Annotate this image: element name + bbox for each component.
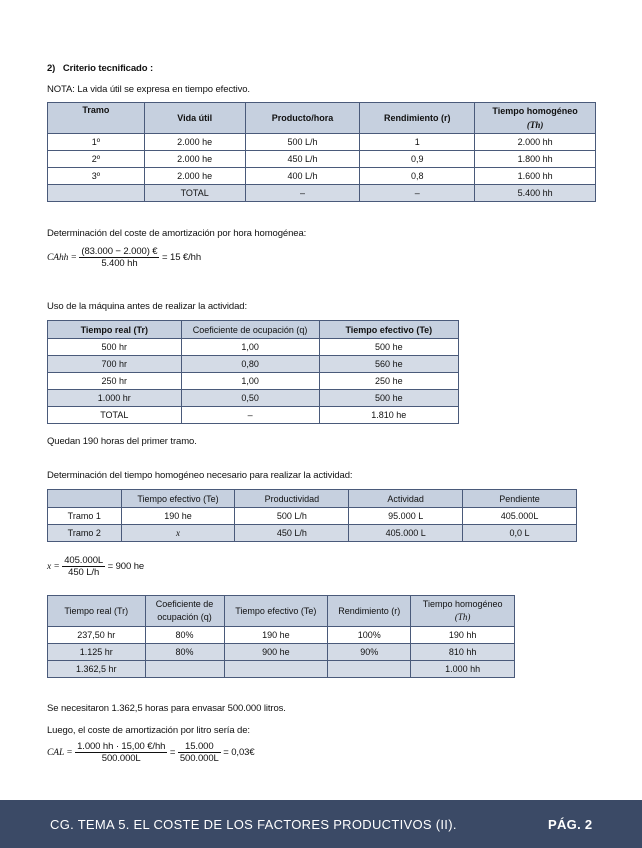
text-then: Luego, el coste de amortización por litro sería de: [47,725,250,736]
footer-title: CG. TEMA 5. EL COSTE DE LOS FACTORES PRODUCTIVOS (II). [50,817,457,832]
th-tiempo-efectivo: Tiempo efectivo (Te) [224,596,328,627]
table-row-total [48,185,596,202]
note: NOTA: La vida útil se expresa en tiempo efectivo. [47,84,250,95]
formula-cal [47,741,255,764]
table-row [48,168,596,185]
cell: – [245,185,360,202]
th-tiempo-real: Tiempo real (Tr) [48,321,182,339]
cell: 0,80 [181,356,319,373]
table-row [48,134,596,151]
cell: 560 he [319,356,458,373]
cell: 500 L/h [245,134,360,151]
cell: 190 he [224,627,328,644]
cell: 500 L/h [235,508,349,525]
cell [48,185,145,202]
th-tiempo-homogeneo-line2: (Th) [454,612,471,622]
cell: 80% [145,627,224,644]
formula-denominator: 500.000L [179,753,219,764]
cell: 80% [145,644,224,661]
cell: 500 he [319,339,458,356]
formula-numerator: 405.000L [64,555,104,566]
table-tiempos [47,595,515,678]
formula-rhs: = 900 he [107,561,145,573]
formula-lhs: x = [47,562,60,573]
cell: 1,00 [181,339,319,356]
formula-equals: = [169,747,176,759]
cell: Tramo 2 [48,525,122,542]
th-coeficiente-line1: Coeficiente de [155,599,214,609]
table-row [48,339,459,356]
cell: 2.000 he [144,134,245,151]
cell: 237,50 hr [48,627,146,644]
cell: 1.125 hr [48,644,146,661]
cell: 0,8 [360,168,475,185]
text-remaining: Quedan 190 horas del primer tramo. [47,436,197,447]
text-homog: Determinación del tiempo homogéneo necesario para realizar la actividad: [47,470,353,481]
formula-fraction-2 [178,741,221,764]
table-row [48,508,577,525]
cell: 1.000 hh [411,661,515,678]
table-row [48,373,459,390]
cell: 3º [48,168,145,185]
formula-denominator: 450 L/h [68,567,100,578]
cell: 500 hr [48,339,182,356]
table-uso-maquina [47,320,459,424]
cell: 1º [48,134,145,151]
table-tramos [47,102,596,202]
cell: 405.000 L [349,525,463,542]
text-use: Uso de la máquina antes de realizar la actividad: [47,301,247,312]
formula-numerator: (83.000 − 2.000) € [81,246,158,257]
formula-denominator: 5.400 hh [101,258,138,269]
cell: 400 L/h [245,168,360,185]
formula-fraction [79,246,159,269]
cell: 1.810 he [319,407,458,424]
th-tiempo-homogeneo-line2: (Th) [526,120,544,130]
table-row [48,356,459,373]
cell: 95.000 L [349,508,463,525]
cell: 2.000 he [144,168,245,185]
cell: TOTAL [144,185,245,202]
th-coeficiente [145,596,224,627]
cell: 190 he [121,508,235,525]
th-tiempo-efectivo: Tiempo efectivo (Te) [121,490,235,508]
th-tiempo-homogeneo [411,596,515,627]
cell: 1.362,5 hr [48,661,146,678]
cell [145,661,224,678]
table-row-total [48,661,515,678]
formula-lhs: CAhh = [47,253,77,264]
table-row [48,390,459,407]
cell: 1.800 hh [475,151,596,168]
formula-rhs: = 15 €/hh [162,252,202,264]
text-cost-det: Determinación del coste de amortización por hora homogénea: [47,228,307,239]
cell: 1.600 hh [475,168,596,185]
cell: 1,00 [181,373,319,390]
cell [224,661,328,678]
section-heading [47,63,153,74]
formula-fraction-1 [75,741,167,764]
cell: 190 hh [411,627,515,644]
table-row-total [48,407,459,424]
cell: 700 hr [48,356,182,373]
cell: 450 L/h [235,525,349,542]
th-tiempo-homogeneo-line1: Tiempo homogéneo [422,599,503,609]
section-title: Criterio tecnificado : [62,63,154,74]
formula-numerator: 1.000 hh · 15,00 €/hh [77,741,166,752]
th-tramo: Tramo [48,103,145,134]
th-coeficiente-line2: ocupación (q) [157,612,212,622]
th-rendimiento: Rendimiento (r) [328,596,411,627]
table-row [48,151,596,168]
th-actividad: Actividad [349,490,463,508]
cell: 100% [328,627,411,644]
th-productividad: Productividad [235,490,349,508]
formula-rhs: = 0,03€ [223,747,255,759]
formula-denominator: 500.000L [101,753,141,764]
cell: 405.000L [463,508,577,525]
section-number: 2) [47,63,56,74]
formula-cahh [47,246,201,269]
cell: 90% [328,644,411,661]
cell: 500 he [319,390,458,407]
th-vida-util: Vida útil [144,103,245,134]
th-empty [48,490,122,508]
th-coeficiente: Coeficiente de ocupación (q) [181,321,319,339]
cell: 450 L/h [245,151,360,168]
cell: 5.400 hh [475,185,596,202]
cell: 1 [360,134,475,151]
formula-lhs: CAL = [47,748,73,759]
formula-numerator: 15.000 [178,741,221,753]
th-tiempo-real: Tiempo real (Tr) [48,596,146,627]
page-number: PÁG. 2 [548,817,593,832]
cell: 0,50 [181,390,319,407]
cell: – [360,185,475,202]
cell: 250 he [319,373,458,390]
th-tiempo-homogeneo [475,103,596,134]
cell: 2.000 hh [475,134,596,151]
table-row [48,627,515,644]
cell: 2.000 he [144,151,245,168]
cell: 810 hh [411,644,515,661]
cell: x [121,525,235,542]
cell: 1.000 hr [48,390,182,407]
formula-fraction [62,555,105,578]
cell: Tramo 1 [48,508,122,525]
cell: – [181,407,319,424]
th-tiempo-homogeneo-line1: Tiempo homogéneo [492,106,578,116]
table-row [48,525,577,542]
th-pendiente: Pendiente [463,490,577,508]
cell: 2º [48,151,145,168]
cell: TOTAL [48,407,182,424]
table-tramos-actividad [47,489,577,542]
text-needed: Se necesitaron 1.362,5 horas para envasar 500.000 litros. [47,703,286,714]
th-tiempo-efectivo: Tiempo efectivo (Te) [319,321,458,339]
cell: 250 hr [48,373,182,390]
cell [328,661,411,678]
th-producto-hora: Producto/hora [245,103,360,134]
cell: 0,9 [360,151,475,168]
formula-x [47,555,144,578]
table-row [48,644,515,661]
cell: 900 he [224,644,328,661]
cell: 0,0 L [463,525,577,542]
th-rendimiento: Rendimiento (r) [360,103,475,134]
